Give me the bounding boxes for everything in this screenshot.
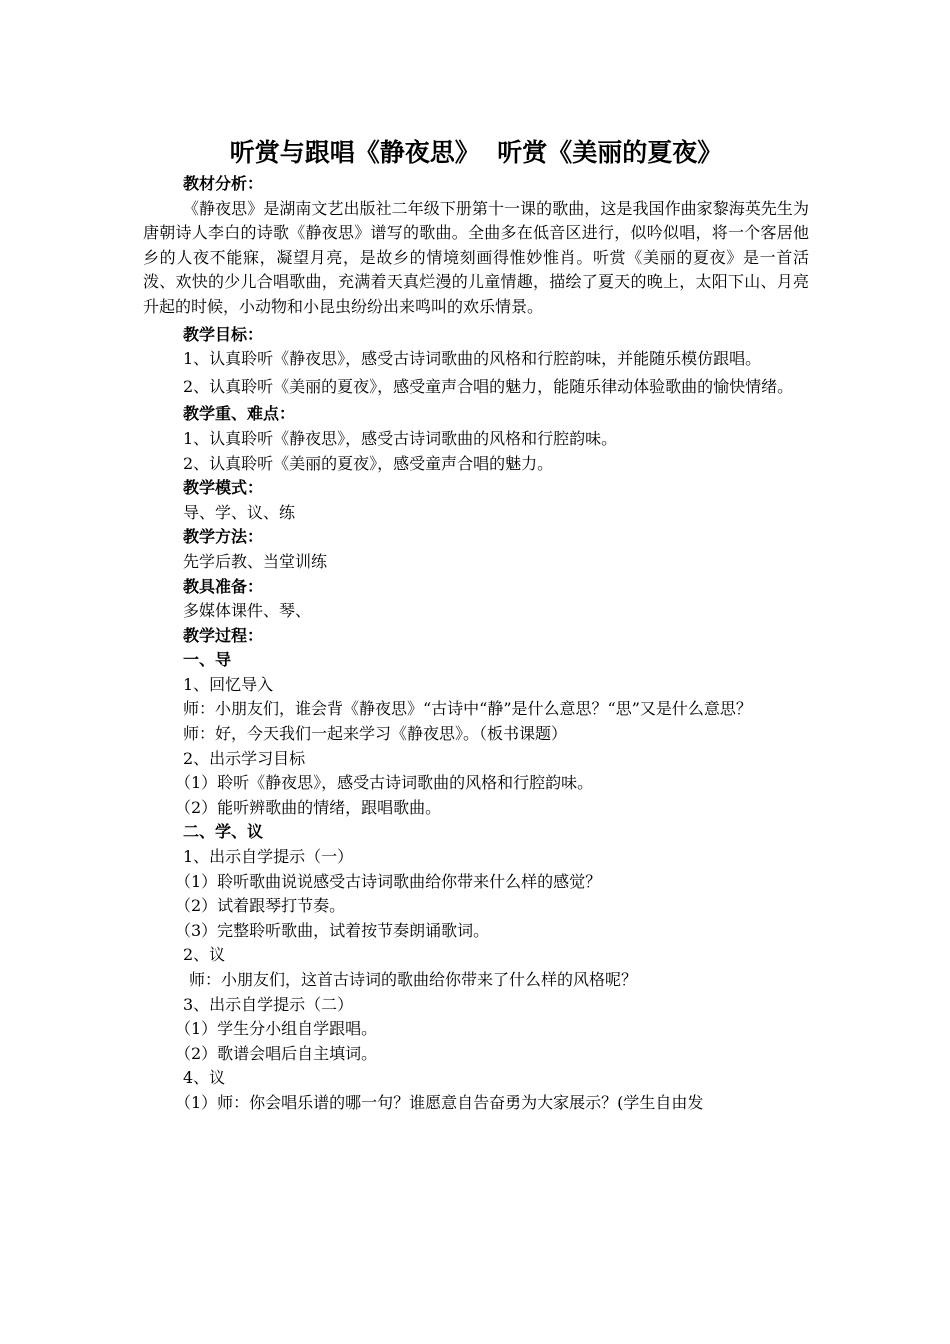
mode-heading: 教学模式： xyxy=(183,478,264,498)
process-line: （2）试着跟琴打节奏。 xyxy=(175,896,346,916)
process-line: （2）歌谱会唱后自主填词。 xyxy=(175,1043,378,1063)
method-heading: 教学方法： xyxy=(183,527,264,547)
process-line: （2）能听辨歌曲的情绪，跟唱歌曲。 xyxy=(175,797,442,817)
document-page xyxy=(143,136,809,1116)
part2-heading: 二、学、议 xyxy=(183,822,264,842)
process-line: 1、出示自学提示（一） xyxy=(183,847,354,867)
process-line: （1）聆听歌曲说说感受古诗词歌曲给你带来什么样的感觉？ xyxy=(175,871,602,891)
process-line: （3）完整聆听歌曲，试着按节奏朗诵歌词。 xyxy=(175,920,490,940)
goal-2: 2、认真聆听《美丽的夏夜》，感受童声合唱的魅力，能随乐律动体验歌曲的愉快情绪。 xyxy=(183,376,794,396)
method-text: 先学后教、当堂训练 xyxy=(183,551,328,571)
process-line: （1）聆听《静夜思》，感受古诗词歌曲的风格和行腔韵味。 xyxy=(175,773,594,793)
analysis-text: 《静夜思》是湖南文艺出版社二年级下册第十一课的歌曲，这是我国作曲家黎海英先生为唐朝诗人李白的诗歌《静夜思》谱写的歌曲。全曲多在低音区进行，似吟似唱，将一个客居他乡的人夜不能寐，凝望月亮，是故乡的情境刻画得惟妙惟肖。听赏《美丽的夏夜》是一首活泼、欢快的少儿合唱歌曲，充满着天真烂漫的儿童情趣，描绘了夏天的晚上，太阳下山、月亮升起的时候，小动物和小昆虫纷纷出来鸣叫的欢乐情景。 xyxy=(143,198,809,316)
process-line: 师：小朋友们，谁会背《静夜思》“古诗中“静”是什么意思？“思”又是什么意思？ xyxy=(183,699,752,719)
goals-heading: 教学目标： xyxy=(183,324,264,344)
process-line: （1）师：你会唱乐谱的哪一句？谁愿意自告奋勇为大家展示？(学生自由发 xyxy=(175,1092,704,1112)
process-line: 师：小朋友们，这首古诗词的歌曲给你带来了什么样的风格呢？ xyxy=(189,970,638,989)
mode-text: 导、学、议、练 xyxy=(183,502,296,522)
process-line: 1、回忆导入 xyxy=(183,674,274,694)
process-line: 3、出示自学提示（二） xyxy=(183,994,354,1014)
tools-heading: 教具准备： xyxy=(183,576,264,596)
part1-heading: 一、导 xyxy=(183,650,232,670)
process-line: 2、出示学习目标 xyxy=(183,748,306,768)
goal-1: 1、认真聆听《静夜思》，感受古诗词歌曲的风格和行腔韵味，并能随乐模仿跟唱。 xyxy=(183,349,762,369)
process-line: 2、议 xyxy=(183,945,226,965)
analysis-heading: 教材分析： xyxy=(183,174,264,193)
tools-text: 多媒体课件、琴、 xyxy=(183,601,312,621)
document-title: 听赏与跟唱《静夜思》 听赏《美丽的夏夜》 xyxy=(229,138,723,167)
process-line: 4、议 xyxy=(183,1068,226,1088)
process-line: 师：好，今天我们一起来学习《静夜思》。（板书课题） xyxy=(183,724,568,744)
key-2: 2、认真聆听《美丽的夏夜》，感受童声合唱的魅力。 xyxy=(183,453,554,473)
process-line: （1）学生分小组自学跟唱。 xyxy=(175,1019,378,1039)
key-heading: 教学重、难点： xyxy=(183,404,296,424)
process-heading: 教学过程： xyxy=(183,625,264,645)
key-1: 1、认真聆听《静夜思》，感受古诗词歌曲的风格和行腔韵味。 xyxy=(183,428,618,448)
